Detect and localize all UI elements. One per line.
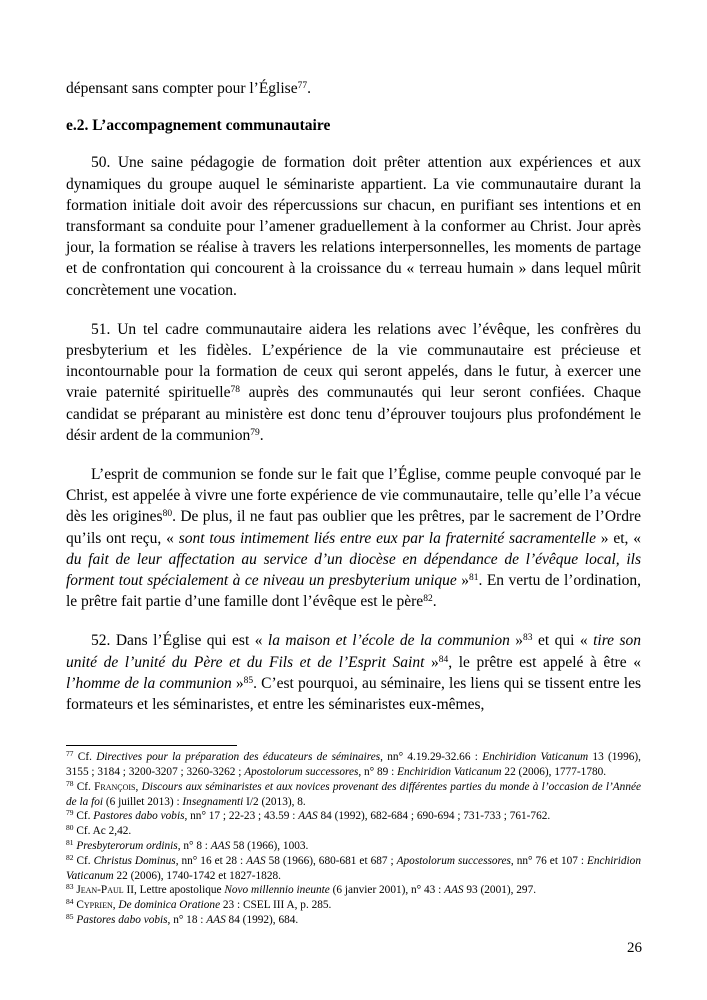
footnote-ref[interactable]: 77 xyxy=(297,81,308,91)
paragraph-52: 52. Dans l’Église qui est « la maison et l’école de la communion »$^{83}$ et qui « tire son unité de l’unité du Père et du Fils et de l’Esprit Saint »$^{84}$, le prêtre est appelé à être « l’homme de la communion »$^{85}$. C’est pourquoi, au séminaire, les liens qui se tissent entre les formateurs et les séminaristes, et entre les séminaristes eux-mêmes, xyxy=(66,632,642,714)
section-heading: e.2. L’accompagnement communautaire xyxy=(66,117,331,135)
paragraph-51: 51. Un tel cadre communautaire aidera les relations avec l’évêque, les confrères du presbyterium et les fidèles. L’expérience de la vie communautaire est précieuse et incontournable pour la formation de ceux qui seront appelés, dans le futur, à exercer une vraie paternité spirituelle$^{78}$ auprès des communautés qui leur seront confiées. Chaque candidat se préparant au ministère est donc tenu d’éprouver toujours plus profondément le désir ardent de la communion$^{79}$. xyxy=(66,320,641,444)
intro-line: dépensant sans compter pour l’Église$^{77}$. xyxy=(66,80,311,97)
document-page xyxy=(66,78,641,928)
footnote-85: $^{85}$ Pastores dabo vobis, n° 18 : AAS 84 (1992), 684. xyxy=(66,912,299,927)
footnote-77: $^{77}$ Cf. Directives pour la préparation des éducateurs de séminaires, nn° 4.19.29-32.66 : Enchiridion Vaticanum 13 (1996), 3155 ; 3184 ; 3200-3207 ; 3260-3262 ; Apostolorum successores, n° 89 : Enchiridion Vaticanum 22 (2006), 1777-1780. xyxy=(66,749,641,779)
footnotes xyxy=(66,750,641,928)
footnote-79: $^{79}$ Cf. Pastores dabo vobis, nn° 17 ; 22-23 ; 43.59 : AAS 84 (1992), 682-684 ; 690-694 ; 731-733 ; 761-762. xyxy=(66,808,551,823)
paragraph-esprit-communion: L’esprit de communion se fonde sur le fait que l’Église, comme peuple convoqué par le Christ, est appelée à vivre une forte expérience de vie communautaire, telle qu’elle l’a vécue dès les origines$^{80}$. De plus, il ne faut pas oublier que les prêtres, par le sacrement de l’Ordre qu’ils ont reçu, « sont tous intimement liés entre eux par la fraternité sacramentelle » et, « du fait de leur affectation au service d’un diocèse en dépendance de l’évêque local, ils forment tout spécialement à ce niveau un presbyterium unique »$^{81}$. En vertu de l’ordination, le prêtre fait partie d’une famille dont l’évêque est le père$^{82}$. xyxy=(66,466,641,611)
footnote-ref[interactable]: 81 xyxy=(468,573,479,584)
footnote-ref[interactable]: 83 xyxy=(523,633,533,644)
footnote-83: $^{83}$ Jean-Paul II, Lettre apostolique Novo millennio ineunte (6 janvier 2001), n° 43 : AAS 93 (2001), 297. xyxy=(66,882,537,897)
footnote-84: $^{84}$ Cyprien, De dominica Oratione 23 : CSEL III A, p. 285. xyxy=(66,897,332,912)
page-number: 26 xyxy=(627,940,642,956)
footnote-ref[interactable]: 84 xyxy=(438,654,449,665)
footnote-ref[interactable]: 79 xyxy=(250,427,260,438)
footnote-78: $^{78}$ Cf. François, Discours aux séminaristes et aux novices provenant des différentes parties du monde à l’occasion de l’Année de la foi (6 juillet 2013) : Insegnamenti I/2 (2013), 8. xyxy=(66,778,641,808)
paragraph-50: 50. Une saine pédagogie de formation doit prêter attention aux expériences et aux dynamiques du groupe auquel le séminariste appartient. La vie communautaire durant la formation initiale doit avoir des répercussions sur chacun, en purifiant ses intentions et en transformant sa conduite pour l’amener graduellement à la conformer au Christ. Jour après jour, la formation se réalise à travers les relations interpersonnelles, les moments de partage et de confrontation qui concourent à la croissance du « terreau humain » dans lequel mûrit concrètement une vocation. xyxy=(66,154,641,299)
footnote-82: $^{82}$ Cf. Christus Dominus, nn° 16 et 28 : AAS 58 (1966), 680-681 et 687 ; Apostolorum successores, nn° 76 et 107 : Enchiridion Vaticanum 22 (2006), 1740-1742 et 1827-1828. xyxy=(66,852,641,882)
footnote-ref[interactable]: 82 xyxy=(423,594,433,605)
footnote-81: $^{81}$ Presbyterorum ordinis, n° 8 : AAS 58 (1966), 1003. xyxy=(66,838,309,853)
footnote-80: $^{80}$ Cf. Ac 2,42. xyxy=(66,823,132,838)
footnote-ref[interactable]: 78 xyxy=(230,385,240,396)
footnote-ref[interactable]: 80 xyxy=(162,509,173,520)
footnote-separator xyxy=(66,745,237,746)
footnote-ref[interactable]: 85 xyxy=(243,675,254,686)
